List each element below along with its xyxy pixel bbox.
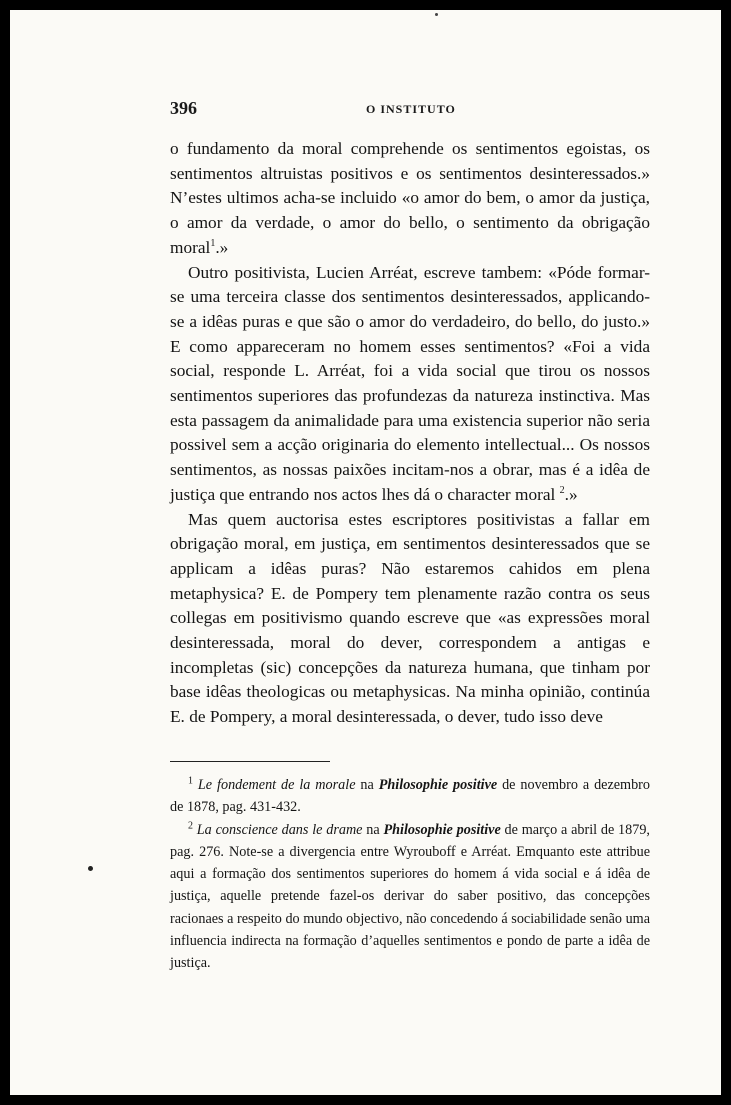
footnote-ref-2: 2 — [559, 485, 565, 497]
page-number: 396 — [170, 98, 197, 118]
footnote-1-number: 1 — [188, 775, 193, 787]
footnote-ref-1: 1 — [210, 238, 216, 250]
footnote-2-number: 2 — [188, 819, 193, 831]
footnote-2 — [170, 819, 650, 975]
running-title: O INSTITUTO — [366, 102, 456, 116]
paragraph-1-text: o fundamento da moral comprehende os sentimentos egoistas, os sentimentos altruistas positivos e os sentimentos desinteressados.» N’estes ultimos acha-se incluido «o amor do bem, o amor da justiça, o amor da verdade, o amor do bello, o sentimento da obrigação moral — [170, 139, 650, 257]
book-page — [10, 10, 721, 1095]
footnote-2-rest: de março a abril de 1879, pag. 276. Note-se a divergencia entre Wyrouboff e Arréat. Emquanto este attribue aqui a formação dos sentimentos superiores do homem á vida social e á idêa de justiça, aquelle pretende fazel-os derivar do saber positivo, das concepções racionaes a respeito do mundo objectivo, não concedendo á sociabilidade senão uma influencia indirecta na formação d’aquelles sentimentos e pondo de parte a idêa de justiça. — [170, 821, 650, 972]
paragraph-2 — [170, 261, 650, 508]
margin-ink-dot — [88, 866, 93, 871]
footnote-1-title: Le fondement de la morale — [197, 777, 356, 793]
paragraph-2-end: .» — [564, 484, 578, 504]
paragraph-2-text: Outro positivista, Lucien Arréat, escreve tambem: «Póde formar-se uma terceira classe dos sentimentos desinteressados, applicando-se a idêas puras e que são o amor do verdadeiro, do bello, do justo.» E como appareceram no homem esses sentimentos? «Foi a vida social, responde L. Arréat, foi a vida social que tirou os nossos sentimentos superiores das profundezas da natureza instinctiva. Mas esta passagem da animalidade para uma existencia superior não seria possivel sem a acção originaria do elemento intellectual... Os nossos sentimentos, as nossas paixões incitam-nos a obrar, mas é a idêa de justiça que entrando nos actos lhes dá o character moral — [170, 262, 650, 504]
footnotes — [170, 774, 650, 975]
paragraph-3: Mas quem auctorisa estes escriptores positivistas a fallar em obrigação moral, em justiça, em sentimentos desinteressados que se applicam a idêas puras? Não estaremos cahidos em plena metaphysica? E. de Pompery tem plenamente razão contra os seus collegas em positivismo quando escreve que «as expressões moral desinteressada, moral do dever, correspondem a antigas e incompletas (sic) concepções da natureza humana, que tinham por base idêas theologicas ou metaphysicas. Na minha opinião, continúa E. de Pompery, a moral desinteressada, o dever, tudo isso deve — [170, 509, 650, 727]
footnote-1-rest: de novembro a dezembro de 1878, pag. 431-432. — [170, 777, 650, 816]
footnote-1-journal: Philosophie positive — [378, 777, 498, 793]
footnote-2-journal: Philosophie positive — [383, 821, 501, 838]
footnote-1-mid: na — [355, 777, 379, 793]
body-text — [170, 137, 650, 730]
footnote-divider — [170, 761, 330, 762]
footnote-2-mid: na — [362, 821, 384, 838]
page-header — [170, 98, 656, 122]
paragraph-1-end: .» — [215, 237, 229, 257]
footnote-2-title: La conscience dans le drame — [196, 821, 363, 838]
paragraph-1 — [170, 137, 650, 261]
footnote-1 — [170, 774, 650, 819]
ink-speck — [435, 13, 438, 16]
